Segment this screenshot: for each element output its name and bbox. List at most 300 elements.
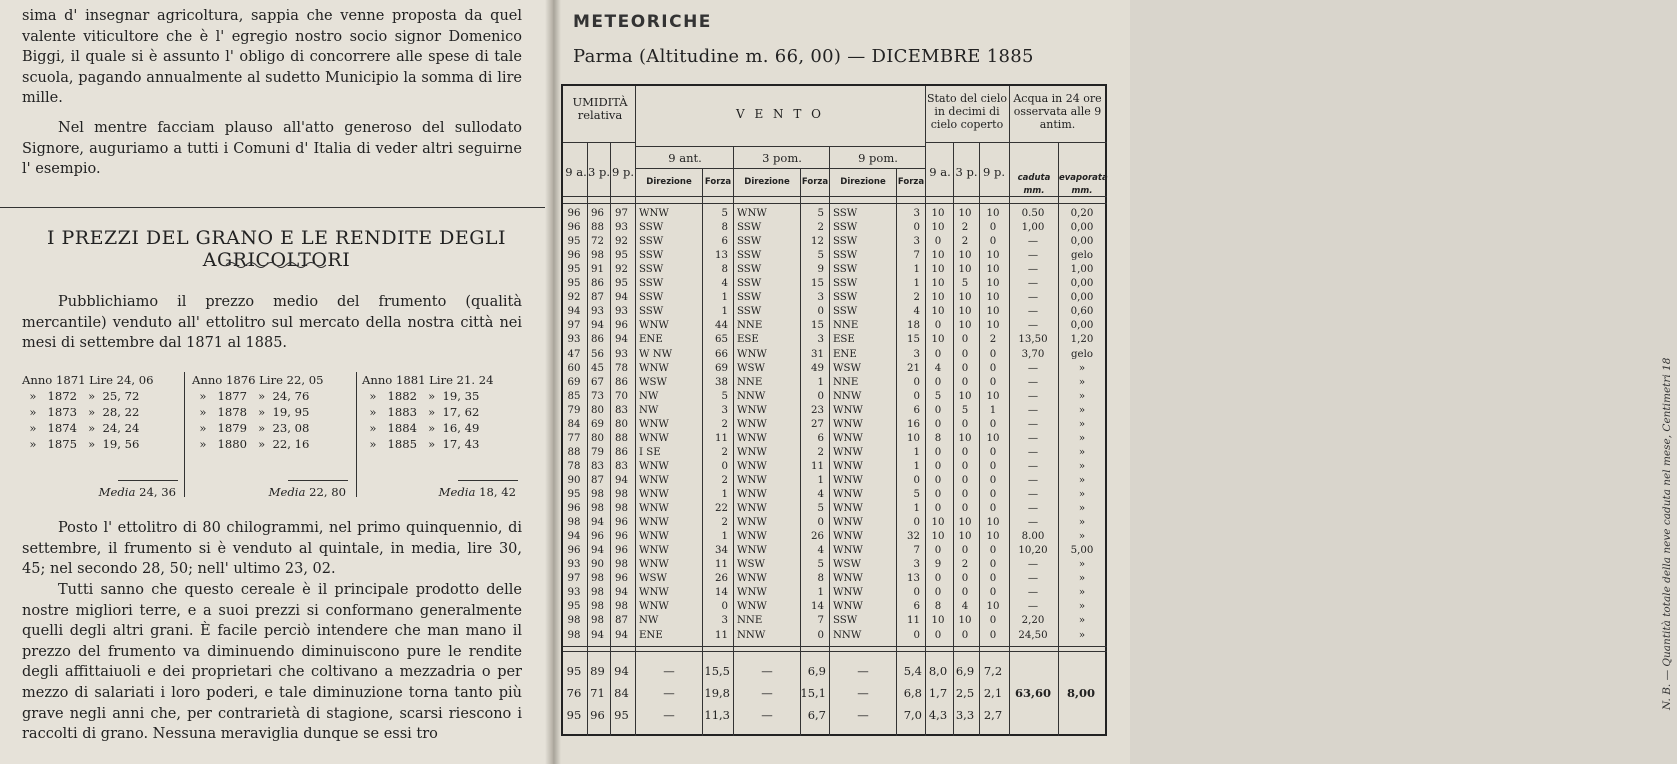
cell-cielo-9p: 10 <box>986 306 1000 318</box>
cell-umid-3p: 98 <box>591 250 604 262</box>
cell-cielo-9a: 0 <box>934 489 942 500</box>
summary-caduta <box>1011 660 1055 682</box>
cell-umid-9a: 93 <box>567 334 581 346</box>
cell-dir-9ant: WSW <box>639 573 667 585</box>
article-title: I PREZZI DEL GRANO E LE RENDITE DEGLI AGRICOLTORI <box>46 227 507 271</box>
header-acqua: Acqua in 24 ore osservata alle 9 antim. <box>1013 92 1102 131</box>
cell-dir-3pom: WNW <box>737 531 767 543</box>
cell-umid-3p: 94 <box>591 629 604 641</box>
cell-dir-9pom: NNE <box>833 376 859 388</box>
cell-dir-9pom: WNW <box>833 460 863 472</box>
cell-dir-3pom: WNW <box>737 587 767 599</box>
cell-dir-9pom: WNW <box>833 545 863 557</box>
summary-rule <box>563 651 1107 652</box>
cell-forza-9ant: 1 <box>721 306 728 318</box>
header-direzione: Direzione <box>840 177 886 187</box>
section-title: METEORICHE <box>573 12 712 32</box>
cell-umid-9p: 93 <box>615 222 628 234</box>
cell-caduta: 0.50 <box>1021 208 1045 219</box>
cell-cielo-3p: 10 <box>958 517 972 529</box>
cell-umid-9a: 79 <box>567 404 581 416</box>
cell-forza-9ant: 14 <box>715 587 728 599</box>
cell-cielo-9p: 0 <box>989 460 997 472</box>
cell-forza-9pom: 4 <box>913 306 920 318</box>
cell-cielo-9a: 10 <box>931 278 945 290</box>
cell-dir-9ant: W NW <box>639 348 673 360</box>
summary-cielo-9p: 2,7 <box>983 708 1003 722</box>
cell-umid-9p: 98 <box>615 601 628 613</box>
cell-cielo-9p: 1 <box>989 404 997 416</box>
cell-umid-3p: 80 <box>591 404 604 416</box>
cell-cielo-9a: 10 <box>931 531 945 543</box>
summary-umid-9a: 95 <box>566 664 582 678</box>
cell-umid-9a: 96 <box>567 222 581 234</box>
summary-forza-9pom: 7,0 <box>903 708 922 722</box>
cell-forza-3pom: 5 <box>817 250 824 262</box>
cell-evaporata: » <box>1078 503 1086 515</box>
cell-forza-3pom: 5 <box>817 503 824 515</box>
cell-forza-9ant: 44 <box>715 320 728 332</box>
cell-cielo-3p: 2 <box>961 559 969 571</box>
cell-umid-9a: 95 <box>567 489 581 500</box>
cell-umid-9p: 96 <box>615 531 628 543</box>
cell-cielo-9a: 10 <box>931 517 945 529</box>
header-cielo-3p: 3 p. <box>955 165 978 179</box>
cell-umid-9a: 98 <box>567 615 581 627</box>
cell-cielo-9a: 10 <box>931 250 945 262</box>
summary-forza-3pom: 6,9 <box>807 664 826 678</box>
cell-dir-9ant: WNW <box>639 418 669 430</box>
header-cielo-9a: 9 a. <box>929 165 951 179</box>
header-cielo: Stato del cielo in decimi di cielo coperto <box>927 92 1007 131</box>
cell-dir-9pom: SSW <box>833 278 858 290</box>
cell-umid-3p: 73 <box>591 390 604 402</box>
cell-caduta: — <box>1027 601 1039 613</box>
price-column-3 <box>362 372 522 502</box>
cell-forza-9pom: 7 <box>913 545 920 557</box>
cell-umid-9p: 98 <box>615 559 628 571</box>
summary-cielo-9a: 1,7 <box>928 686 948 700</box>
cell-cielo-3p: 0 <box>961 460 969 472</box>
cell-dir-9ant: WNW <box>639 601 669 613</box>
book-gutter <box>545 0 561 764</box>
summary-umid-9p: 95 <box>614 708 629 722</box>
summary-dir-3pom: — <box>761 686 773 700</box>
cell-caduta: — <box>1027 587 1039 599</box>
cell-forza-9pom: 0 <box>913 517 920 529</box>
cell-dir-3pom: SSW <box>737 306 762 318</box>
cell-evaporata: » <box>1078 474 1086 486</box>
header-rule <box>925 142 1009 143</box>
cell-dir-9pom: ESE <box>833 334 855 346</box>
cell-caduta: 2,20 <box>1021 615 1045 627</box>
summary-cielo-3p: 3,3 <box>955 708 975 722</box>
cell-umid-3p: 94 <box>591 517 604 529</box>
cell-forza-9pom: 0 <box>913 390 920 402</box>
cell-dir-9ant: WSW <box>639 376 667 388</box>
cell-dir-9pom: WNW <box>833 446 863 458</box>
summary-umid-3p: 96 <box>590 708 605 722</box>
cell-dir-3pom: WNW <box>737 573 767 585</box>
cell-forza-9pom: 1 <box>913 446 920 458</box>
price-row: » 1875 » 19, 56 <box>22 437 140 451</box>
price-row: Anno 1881 Lire 21. 24 <box>362 373 494 387</box>
cell-forza-3pom: 4 <box>817 489 824 500</box>
cell-umid-9p: 83 <box>615 404 628 416</box>
header-vento-3pom: 3 pom. <box>762 151 802 165</box>
cell-dir-9pom: NNE <box>833 320 859 332</box>
cell-umid-9p: 97 <box>615 208 628 219</box>
header-vento-9pom: 9 pom. <box>858 151 898 165</box>
cell-cielo-9p: 0 <box>989 222 997 234</box>
cell-dir-9ant: WNW <box>639 320 669 332</box>
cell-dir-3pom: WNW <box>737 432 767 444</box>
cell-evaporata: » <box>1078 531 1086 543</box>
cell-dir-3pom: WNW <box>737 208 767 219</box>
cell-cielo-3p: 0 <box>961 545 969 557</box>
cell-umid-9p: 95 <box>615 278 628 290</box>
cell-cielo-9a: 0 <box>934 446 942 458</box>
cell-dir-3pom: WNW <box>737 545 767 557</box>
cell-forza-9ant: 2 <box>721 446 728 458</box>
cell-umid-3p: 79 <box>591 446 604 458</box>
intro-paragraph-2: Nel mentre facciam plauso all'atto generoso del sullodato Signore, auguriamo a tutti i Comuni d' Italia di veder altri seguirne l' esempio. <box>22 120 522 178</box>
cell-dir-3pom: NNW <box>737 390 766 402</box>
cell-dir-3pom: WNW <box>737 460 767 472</box>
cell-cielo-9a: 0 <box>934 587 942 599</box>
cell-dir-9ant: WNW <box>639 517 669 529</box>
cell-cielo-9a: 10 <box>931 306 945 318</box>
media-rule <box>288 480 348 481</box>
cell-evaporata: » <box>1078 376 1086 388</box>
cell-evaporata: 0,60 <box>1070 306 1094 318</box>
cell-forza-9ant: 0 <box>721 460 728 472</box>
cell-cielo-3p: 10 <box>958 250 972 262</box>
cell-dir-9pom: SSW <box>833 292 858 304</box>
cell-cielo-3p: 10 <box>958 264 972 276</box>
cell-evaporata: » <box>1078 404 1086 416</box>
cell-umid-9a: 47 <box>567 348 581 360</box>
cell-cielo-3p: 0 <box>961 348 969 360</box>
cell-umid-3p: 96 <box>591 208 604 219</box>
cell-dir-9ant: SSW <box>639 236 664 248</box>
cell-dir-3pom: NNW <box>737 629 766 641</box>
cell-forza-3pom: 14 <box>811 601 824 613</box>
col-rule <box>1009 86 1010 736</box>
cell-caduta: — <box>1027 292 1039 304</box>
price-row: Anno 1871 Lire 24, 06 <box>22 373 154 387</box>
cell-dir-3pom: SSW <box>737 292 762 304</box>
cell-umid-3p: 83 <box>591 460 604 472</box>
cell-cielo-3p: 0 <box>961 334 969 346</box>
header-vento-9ant: 9 ant. <box>668 151 702 165</box>
cell-dir-9ant: SSW <box>639 278 664 290</box>
col-rule <box>1058 142 1059 736</box>
cell-caduta: — <box>1027 390 1039 402</box>
cell-umid-9a: 85 <box>567 390 581 402</box>
cell-evaporata: 0,00 <box>1070 278 1094 290</box>
cell-forza-9ant: 3 <box>721 615 728 627</box>
cell-dir-9ant: WNW <box>639 432 669 444</box>
cell-umid-3p: 98 <box>591 489 604 500</box>
header-rule <box>635 168 925 169</box>
cell-umid-9a: 96 <box>567 208 581 219</box>
cell-umid-3p: 98 <box>591 587 604 599</box>
cell-cielo-9a: 9 <box>934 559 942 571</box>
cell-dir-9ant: SSW <box>639 292 664 304</box>
media-value: Media 22, 80 <box>268 485 346 499</box>
cell-umid-9a: 98 <box>567 517 581 529</box>
cell-forza-9ant: 2 <box>721 517 728 529</box>
cell-umid-9a: 96 <box>567 503 581 515</box>
summary-umid-9p: 84 <box>614 686 629 700</box>
cell-umid-9p: 88 <box>615 432 628 444</box>
cell-dir-3pom: WNW <box>737 503 767 515</box>
summary-umid-3p: 89 <box>590 664 605 678</box>
cell-forza-3pom: 7 <box>817 615 824 627</box>
cell-forza-9pom: 15 <box>907 334 920 346</box>
cell-cielo-9p: 10 <box>986 250 1000 262</box>
cell-forza-9ant: 5 <box>721 390 728 402</box>
cell-umid-9p: 93 <box>615 348 628 360</box>
summary-dir-9pom: — <box>857 686 869 700</box>
cell-evaporata: 1,20 <box>1070 334 1094 346</box>
summary-cielo-9a: 8,0 <box>928 664 948 678</box>
cell-forza-3pom: 11 <box>811 460 824 472</box>
cell-cielo-3p: 0 <box>961 474 969 486</box>
cell-forza-3pom: 0 <box>817 517 824 529</box>
cell-cielo-9p: 0 <box>989 446 997 458</box>
cell-forza-9pom: 3 <box>913 348 920 360</box>
price-row: » 1874 » 24, 24 <box>22 421 140 435</box>
cell-caduta: 24,50 <box>1018 629 1048 641</box>
cell-forza-9ant: 1 <box>721 531 728 543</box>
summary-caduta <box>1011 704 1055 726</box>
cell-cielo-9a: 10 <box>931 615 945 627</box>
cell-dir-9pom: NNW <box>833 629 862 641</box>
cell-evaporata: » <box>1078 418 1086 430</box>
cell-dir-9ant: ENE <box>639 629 663 641</box>
cell-cielo-3p: 5 <box>961 404 969 416</box>
cell-dir-9pom: WNW <box>833 474 863 486</box>
cell-evaporata: » <box>1078 432 1086 444</box>
cell-cielo-9a: 0 <box>934 474 942 486</box>
cell-cielo-9a: 0 <box>934 376 942 388</box>
cell-forza-9pom: 0 <box>913 376 920 388</box>
summary-cielo-9a: 4,3 <box>928 708 948 722</box>
price-row: Anno 1876 Lire 22, 05 <box>192 373 324 387</box>
cell-caduta: — <box>1027 236 1039 248</box>
cell-caduta: — <box>1027 404 1039 416</box>
cell-cielo-3p: 0 <box>961 503 969 515</box>
header-rule <box>563 196 1107 197</box>
cell-forza-3pom: 49 <box>811 362 824 374</box>
summary-umid-3p: 71 <box>590 686 605 700</box>
cell-cielo-3p: 0 <box>961 629 969 641</box>
cell-forza-9pom: 1 <box>913 460 920 472</box>
cell-dir-9pom: SSW <box>833 222 858 234</box>
cell-dir-9ant: WNW <box>639 362 669 374</box>
cell-forza-9pom: 5 <box>913 489 920 500</box>
cell-umid-3p: 45 <box>591 362 604 374</box>
cell-evaporata: » <box>1078 362 1086 374</box>
cell-forza-3pom: 12 <box>811 236 824 248</box>
cell-forza-3pom: 6 <box>817 432 824 444</box>
cell-dir-3pom: WNW <box>737 348 767 360</box>
cell-cielo-3p: 0 <box>961 376 969 388</box>
cell-cielo-9p: 2 <box>989 334 997 346</box>
cell-caduta: — <box>1027 250 1039 262</box>
cell-dir-3pom: WNW <box>737 446 767 458</box>
cell-dir-9ant: WNW <box>639 474 669 486</box>
cell-umid-9p: 94 <box>615 587 628 599</box>
cell-umid-9p: 98 <box>615 503 628 515</box>
cell-forza-9ant: 65 <box>715 334 728 346</box>
cell-caduta: — <box>1027 418 1039 430</box>
cell-cielo-9a: 0 <box>934 320 942 332</box>
summary-caduta: 63,60 <box>1014 686 1051 700</box>
cell-cielo-9a: 8 <box>934 432 942 444</box>
cell-evaporata: 1,00 <box>1070 264 1094 276</box>
col-rule <box>829 146 830 736</box>
summary-forza-9pom: 6,8 <box>903 686 922 700</box>
cell-cielo-9p: 0 <box>989 376 997 388</box>
cell-umid-9p: 94 <box>615 474 628 486</box>
cell-dir-9pom: SSW <box>833 264 858 276</box>
cell-evaporata: » <box>1078 629 1086 641</box>
cell-forza-3pom: 2 <box>817 222 824 234</box>
cell-dir-9ant: WNW <box>639 559 669 571</box>
cell-umid-3p: 87 <box>591 292 604 304</box>
cell-forza-3pom: 5 <box>817 559 824 571</box>
cell-dir-9pom: SSW <box>833 306 858 318</box>
cell-caduta: — <box>1027 432 1039 444</box>
cell-forza-9ant: 11 <box>715 432 728 444</box>
cell-forza-3pom: 1 <box>817 474 824 486</box>
cell-dir-3pom: SSW <box>737 278 762 290</box>
cell-forza-9pom: 13 <box>907 573 920 585</box>
cell-caduta: 10,20 <box>1018 545 1048 557</box>
cell-cielo-9a: 0 <box>934 348 942 360</box>
cell-umid-9a: 90 <box>567 474 581 486</box>
media-rule <box>118 480 178 481</box>
column-divider <box>356 372 357 497</box>
cell-cielo-3p: 5 <box>961 278 969 290</box>
cell-forza-9ant: 26 <box>715 573 728 585</box>
header-direzione: Direzione <box>744 177 790 187</box>
ornament-squiggle <box>226 260 326 270</box>
cell-forza-3pom: 8 <box>817 573 824 585</box>
cell-umid-9p: 70 <box>615 390 628 402</box>
cell-forza-9pom: 18 <box>907 320 920 332</box>
cell-umid-9a: 93 <box>567 587 581 599</box>
cell-evaporata: gelo <box>1071 250 1093 262</box>
summary-forza-9ant: 11,3 <box>704 708 730 722</box>
cell-umid-3p: 88 <box>591 222 604 234</box>
price-row: » 1877 » 24, 76 <box>192 389 310 403</box>
cell-forza-9ant: 8 <box>721 222 728 234</box>
cell-umid-9a: 97 <box>567 573 581 585</box>
cell-cielo-9p: 0 <box>989 587 997 599</box>
cell-cielo-9p: 10 <box>986 208 1000 219</box>
column-divider <box>184 372 185 497</box>
cell-forza-9ant: 69 <box>715 362 728 374</box>
summary-dir-9pom: — <box>857 708 869 722</box>
cell-forza-3pom: 27 <box>811 418 824 430</box>
cell-cielo-9a: 10 <box>931 222 945 234</box>
cell-evaporata: » <box>1078 390 1086 402</box>
price-column-2 <box>192 372 352 502</box>
cell-umid-3p: 67 <box>591 376 604 388</box>
cell-umid-9a: 95 <box>567 236 581 248</box>
cell-forza-9ant: 11 <box>715 629 728 641</box>
cell-dir-9pom: WNW <box>833 432 863 444</box>
cell-dir-9pom: WSW <box>833 559 861 571</box>
cell-dir-9pom: WSW <box>833 362 861 374</box>
cell-cielo-9p: 0 <box>989 629 997 641</box>
cell-dir-3pom: NNE <box>737 376 763 388</box>
cell-cielo-3p: 2 <box>961 222 969 234</box>
cell-dir-9ant: NW <box>639 404 659 416</box>
cell-forza-9ant: 22 <box>715 503 728 515</box>
cell-cielo-9a: 0 <box>934 573 942 585</box>
cell-cielo-9p: 0 <box>989 474 997 486</box>
summary-evaporata <box>1059 660 1103 682</box>
summary-forza-9pom: 5,4 <box>903 664 922 678</box>
cell-umid-9p: 78 <box>615 362 628 374</box>
cell-caduta: — <box>1027 362 1039 374</box>
cell-dir-9pom: SSW <box>833 208 858 219</box>
cell-umid-9a: 92 <box>567 292 581 304</box>
cell-caduta: — <box>1027 306 1039 318</box>
cell-umid-9p: 96 <box>615 320 628 332</box>
summary-umid-9a: 76 <box>566 686 582 700</box>
cell-forza-9pom: 0 <box>913 474 920 486</box>
price-row: » 1882 » 19, 35 <box>362 389 480 403</box>
price-row: » 1883 » 17, 62 <box>362 405 480 419</box>
cell-umid-9a: 93 <box>567 559 581 571</box>
cell-dir-9pom: WNW <box>833 489 863 500</box>
cell-cielo-3p: 0 <box>961 446 969 458</box>
cell-cielo-9p: 0 <box>989 545 997 557</box>
header-forza: Forza <box>897 177 925 187</box>
cell-forza-9pom: 11 <box>907 615 920 627</box>
cell-cielo-9p: 0 <box>989 236 997 248</box>
price-row: » 1880 » 22, 16 <box>192 437 310 451</box>
cell-dir-3pom: NNE <box>737 320 763 332</box>
cell-umid-9a: 94 <box>567 306 581 318</box>
cell-umid-9p: 96 <box>615 517 628 529</box>
cell-forza-9ant: 66 <box>715 348 728 360</box>
cell-dir-3pom: WNW <box>737 517 767 529</box>
cell-forza-3pom: 0 <box>817 390 824 402</box>
header-umid-9p: 9 p. <box>612 165 634 179</box>
cell-forza-9ant: 6 <box>721 236 728 248</box>
cell-forza-3pom: 15 <box>811 320 824 332</box>
summary-umid-9p: 94 <box>614 664 629 678</box>
wheat-price-table <box>22 372 522 502</box>
cell-dir-3pom: WSW <box>737 362 765 374</box>
cell-forza-9pom: 1 <box>913 264 920 276</box>
cell-evaporata: » <box>1078 615 1086 627</box>
cell-caduta: — <box>1027 264 1039 276</box>
cell-dir-9ant: WNW <box>639 503 669 515</box>
cell-umid-9a: 84 <box>567 418 581 430</box>
summary-evaporata: 8,00 <box>1066 686 1095 700</box>
cell-dir-9ant: WNW <box>639 545 669 557</box>
cell-cielo-9a: 10 <box>931 264 945 276</box>
cell-evaporata: » <box>1078 446 1086 458</box>
